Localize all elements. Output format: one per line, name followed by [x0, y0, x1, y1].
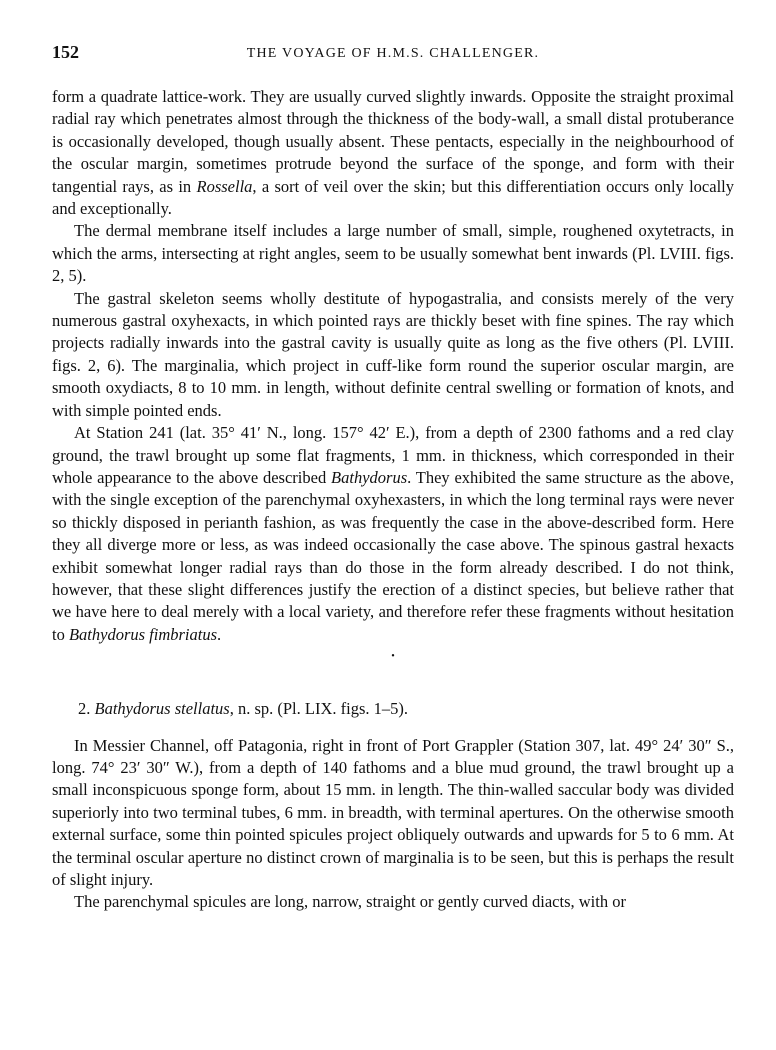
section-heading: [78, 698, 734, 720]
genus-bathydorus: Bathydorus: [331, 467, 408, 487]
section-species-name: Bathydorus stellatus: [94, 699, 230, 719]
section-number: 2.: [78, 699, 95, 719]
page-number: 152: [52, 42, 79, 62]
paragraph-3: The gastral skeleton seems wholly destitute of hypogastralia, and consists merely of the very numerous gastral oxyhexacts, in which pointed rays are thickly beset with fine spines. The ray which projects radially inwards into the gastral cavity is usually quite as long as the five others (Pl. LVIII. figs. 2, 6). The marginalia, which project in cuff-like form round the superior oscular margin, are smooth oxydiacts, 8 to 10 mm. in length, without definite central swelling or formation of knots, and with simple pointed ends.: [52, 288, 734, 420]
section-heading-rest: , n. sp. (Pl. LIX. figs. 1–5).: [229, 699, 409, 719]
body-text: [52, 86, 734, 914]
paragraph-4: [52, 422, 734, 646]
paragraph-5: In Messier Channel, off Patagonia, right in front of Port Grappler (Station 307, lat. 49° 24′ 30″ S., long. 74° 23′ 30″ W.), from a depth of 140 fathoms and a blue mud ground, the trawl brought up a small inconspicuous sponge form, about 15 mm. in length. The thin-walled saccular body was divided superiorly into two terminal tubes, 6 mm. in breadth, with terminal apertures. On the otherwise smooth external surface, some thin pointed spicules project obliquely outwards and upwards for 5 to 6 mm. At the terminal oscular aperture no distinct crown of marginalia is to be seen, but this is perhaps the result of slight injury.: [52, 735, 734, 889]
paragraph-4-text-c: .: [217, 624, 222, 644]
paragraph-1: [52, 86, 734, 220]
page-header: [52, 42, 734, 72]
paragraph-2: The dermal membrane itself includes a large number of small, simple, roughened oxytetracts, in which the arms, intersecting at right angles, seem to be usually somewhat bent inwards (Pl. LVIII. figs. 2, 5).: [52, 221, 734, 286]
species-bathydorus-fimbriatus: Bathydorus fimbriatus: [68, 624, 218, 644]
paragraph-1-end: , a sort of veil over the skin; but this differentiation occurs only locally and exceptionally.: [52, 176, 734, 219]
paragraph-4-text-b: . They exhibited the same structure as the above, with the single exception of the parenchymal oxyhexasters, in which the long terminal rays were never so thickly disposed in perianth fashion, as was frequently the case in the above-described form. Here they all diverge more or less, as was indeed occasionally the case above. The spinous gastral hexacts exhibit somewhat longer radial rays than do those in the form already described. I do not think, however, that these slight differences justify the erection of a distinct species, but believe rather that we have here to deal merely with a local variety, and therefore refer these fragments without hesitation to: [52, 467, 734, 644]
paragraph-6: The parenchymal spicules are long, narrow, straight or gently curved diacts, with or: [74, 892, 626, 912]
paragraph-1-text: form a quadrate lattice-work. They are usually curved slightly inwards. Opposite the straight proximal radial ray which penetrates almost through the thickness of the body-wall, a small distal protuberance is occasionally developed, though usually absent. These pentacts, especially in the neighbourhood of the oscular margin, sometimes protrude beyond the surface of the sponge, and form with their tangential rays, as in: [52, 87, 734, 196]
section-ornament: •: [391, 651, 395, 663]
genus-rossella: Rossella: [196, 176, 253, 196]
paragraph-4-text-a: At Station 241 (lat. 35° 41′ N., long. 157° 42′ E.), from a depth of 2300 fathoms and a red clay ground, the trawl brought up some flat fragments, 1 mm. in thickness, which corresponded in their whole appearance to the above described: [52, 423, 734, 487]
running-title: THE VOYAGE OF H.M.S. CHALLENGER.: [246, 46, 540, 61]
